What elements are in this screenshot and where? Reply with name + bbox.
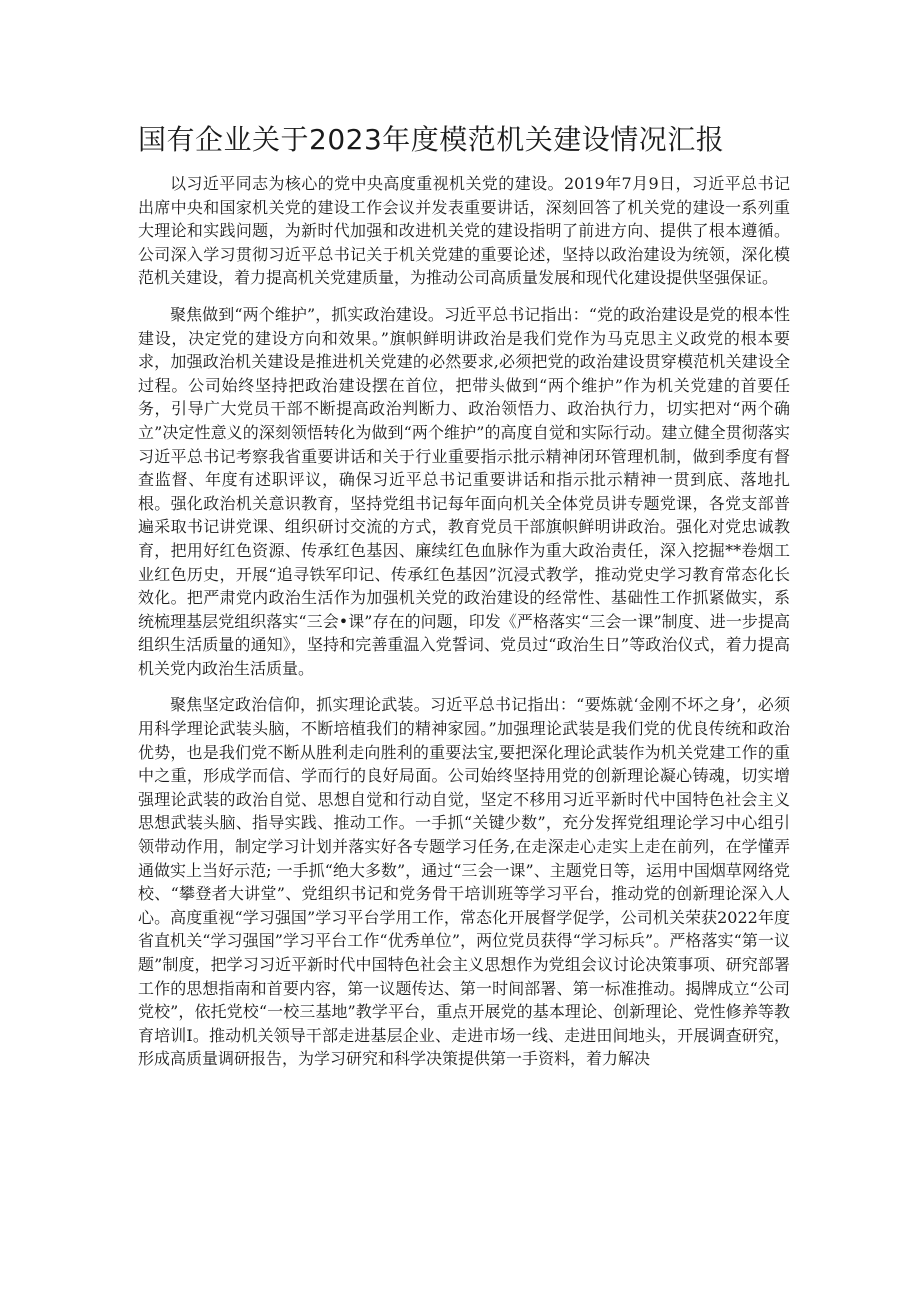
paragraph-theory-arming: 聚焦坚定政治信仰，抓实理论武装。习近平总书记指出：“要炼就‘金刚不坏之身’，必须用科学理论武装头脑，不断培植我们的精神家园。”加强理论武装是我们党的优良传统和政治优势，也是我们党不断从胜利走向胜利的重要法宝,要把深化理论武装作为机关党建工作的重中之重，形成学而信、学而行的良好局面。公司始终坚持用党的创新理论凝心铸魂，切实增强理论武装的政治自觉、思想自觉和行动自觉，坚定不移用习近平新时代中国特色社会主义思想武装头脑、指导实践、推动工作。一手抓“关键少数”，充分发挥党组理论学习中心组引领带动作用，制定学习计划并落实好各专题学习任务,在走深走心走实上走在前列，在学懂弄通做实上当好示范; 一手抓“绝大多数”，通过“三会一课”、主题党日等，运用中国烟草网络党校、“攀登者大讲堂”、党组织书记和党务骨干培训班等学习平台，推动党的创新理论深入人心。高度重视“学习强国”学习平台学用工作，常态化开展督学促学，公司机关荣获2022年度省直机关“学习强国”学习平台工作“优秀单位”，两位党员获得“学习标兵”。严格落实“第一议题”制度，把学习习近平新时代中国特色社会主义思想作为党组会议讨论决策事项、研究部署工作的思想指南和首要内容，第一议题传达、第一时间部署、第一标准推动。揭牌成立“公司党校”，依托党校“一校三基地”教学平台，重点开展党的基本理论、创新理论、党性修养等教育培训I。推动机关领导干部走进基层企业、走进市场一线、走进田间地头，开展调查研究，形成高质量调研报告，为学习研究和科学决策提供第一手资料，着力解决 xyxy=(138,695,790,1069)
paragraph-political-building: 聚焦做到“两个维护”，抓实政治建设。习近平总书记指出：“党的政治建设是党的根本性建设，决定党的建设方向和效果。”旗帜鲜明讲政治是我们党作为马克思主义政党的根本要求，加强政治机关建设是推进机关党建的必然要求,必须把党的政治建设贯穿模范机关建设全过程。公司始终坚持把政治建设摆在首位，把带头做到“两个维护”作为机关党建的首要任务，引导广大党员干部不断提高政治判断力、政治领悟力、政治执行力，切实把对“两个确立”决定性意义的深刻领悟转化为做到“两个维护”的高度自觉和实际行动。建立健全贯彻落实习近平总书记考察我省重要讲话和关于行业重要指示批示精神闭环管理机制，做到季度有督查监督、年度有述职评议，确保习近平总书记重要讲话和指示批示精神一贯到底、落地扎根。强化政治机关意识教育，坚持党组书记每年面向机关全体党员讲专题党课，各党支部普遍采取书记讲党课、组织研讨交流的方式，教育党员干部旗帜鲜明讲政治。强化对党忠诚教育，把用好红色资源、传承红色基因、廉续红色血脉作为重大政治责任，深入挖掘**卷烟工业红色历史，开展“追寻铁军印记、传承红色基因”沉浸式教学，推动党史学习教育常态化长效化。把严肃党内政治生活作为加强机关党的政治建设的经常性、基础性工作抓紧做实，系统梳理基层党组织落实“三会•课”存在的问题，印发《严格落实“三会一课”制度、进一步提高组织生活质量的通知》，坚持和完善重温入党誓词、党员过“政治生日”等政治仪式，着力提高机关党内政治生活质量。 xyxy=(138,304,790,678)
paragraph-intro: 以习近平同志为核心的党中央高度重视机关党的建设。2019年7月9日，习近平总书记出席中央和国家机关党的建设工作会议并发表重要讲话，深刻回答了机关党的建设一系列重大理论和实践问题，为新时代加强和改进机关党的建设指明了前进方向、提供了根本遵循。公司深入学习贯彻习近平总书记关于机关党建的重要论述，坚持以政治建设为统领，深化模范机关建设，着力提高机关党建质量，为推动公司高质量发展和现代化建设提供坚强保证。 xyxy=(138,174,790,288)
document-title: 国有企业关于2023年度模范机关建设情况汇报 xyxy=(138,123,725,156)
document-body xyxy=(138,172,790,1084)
